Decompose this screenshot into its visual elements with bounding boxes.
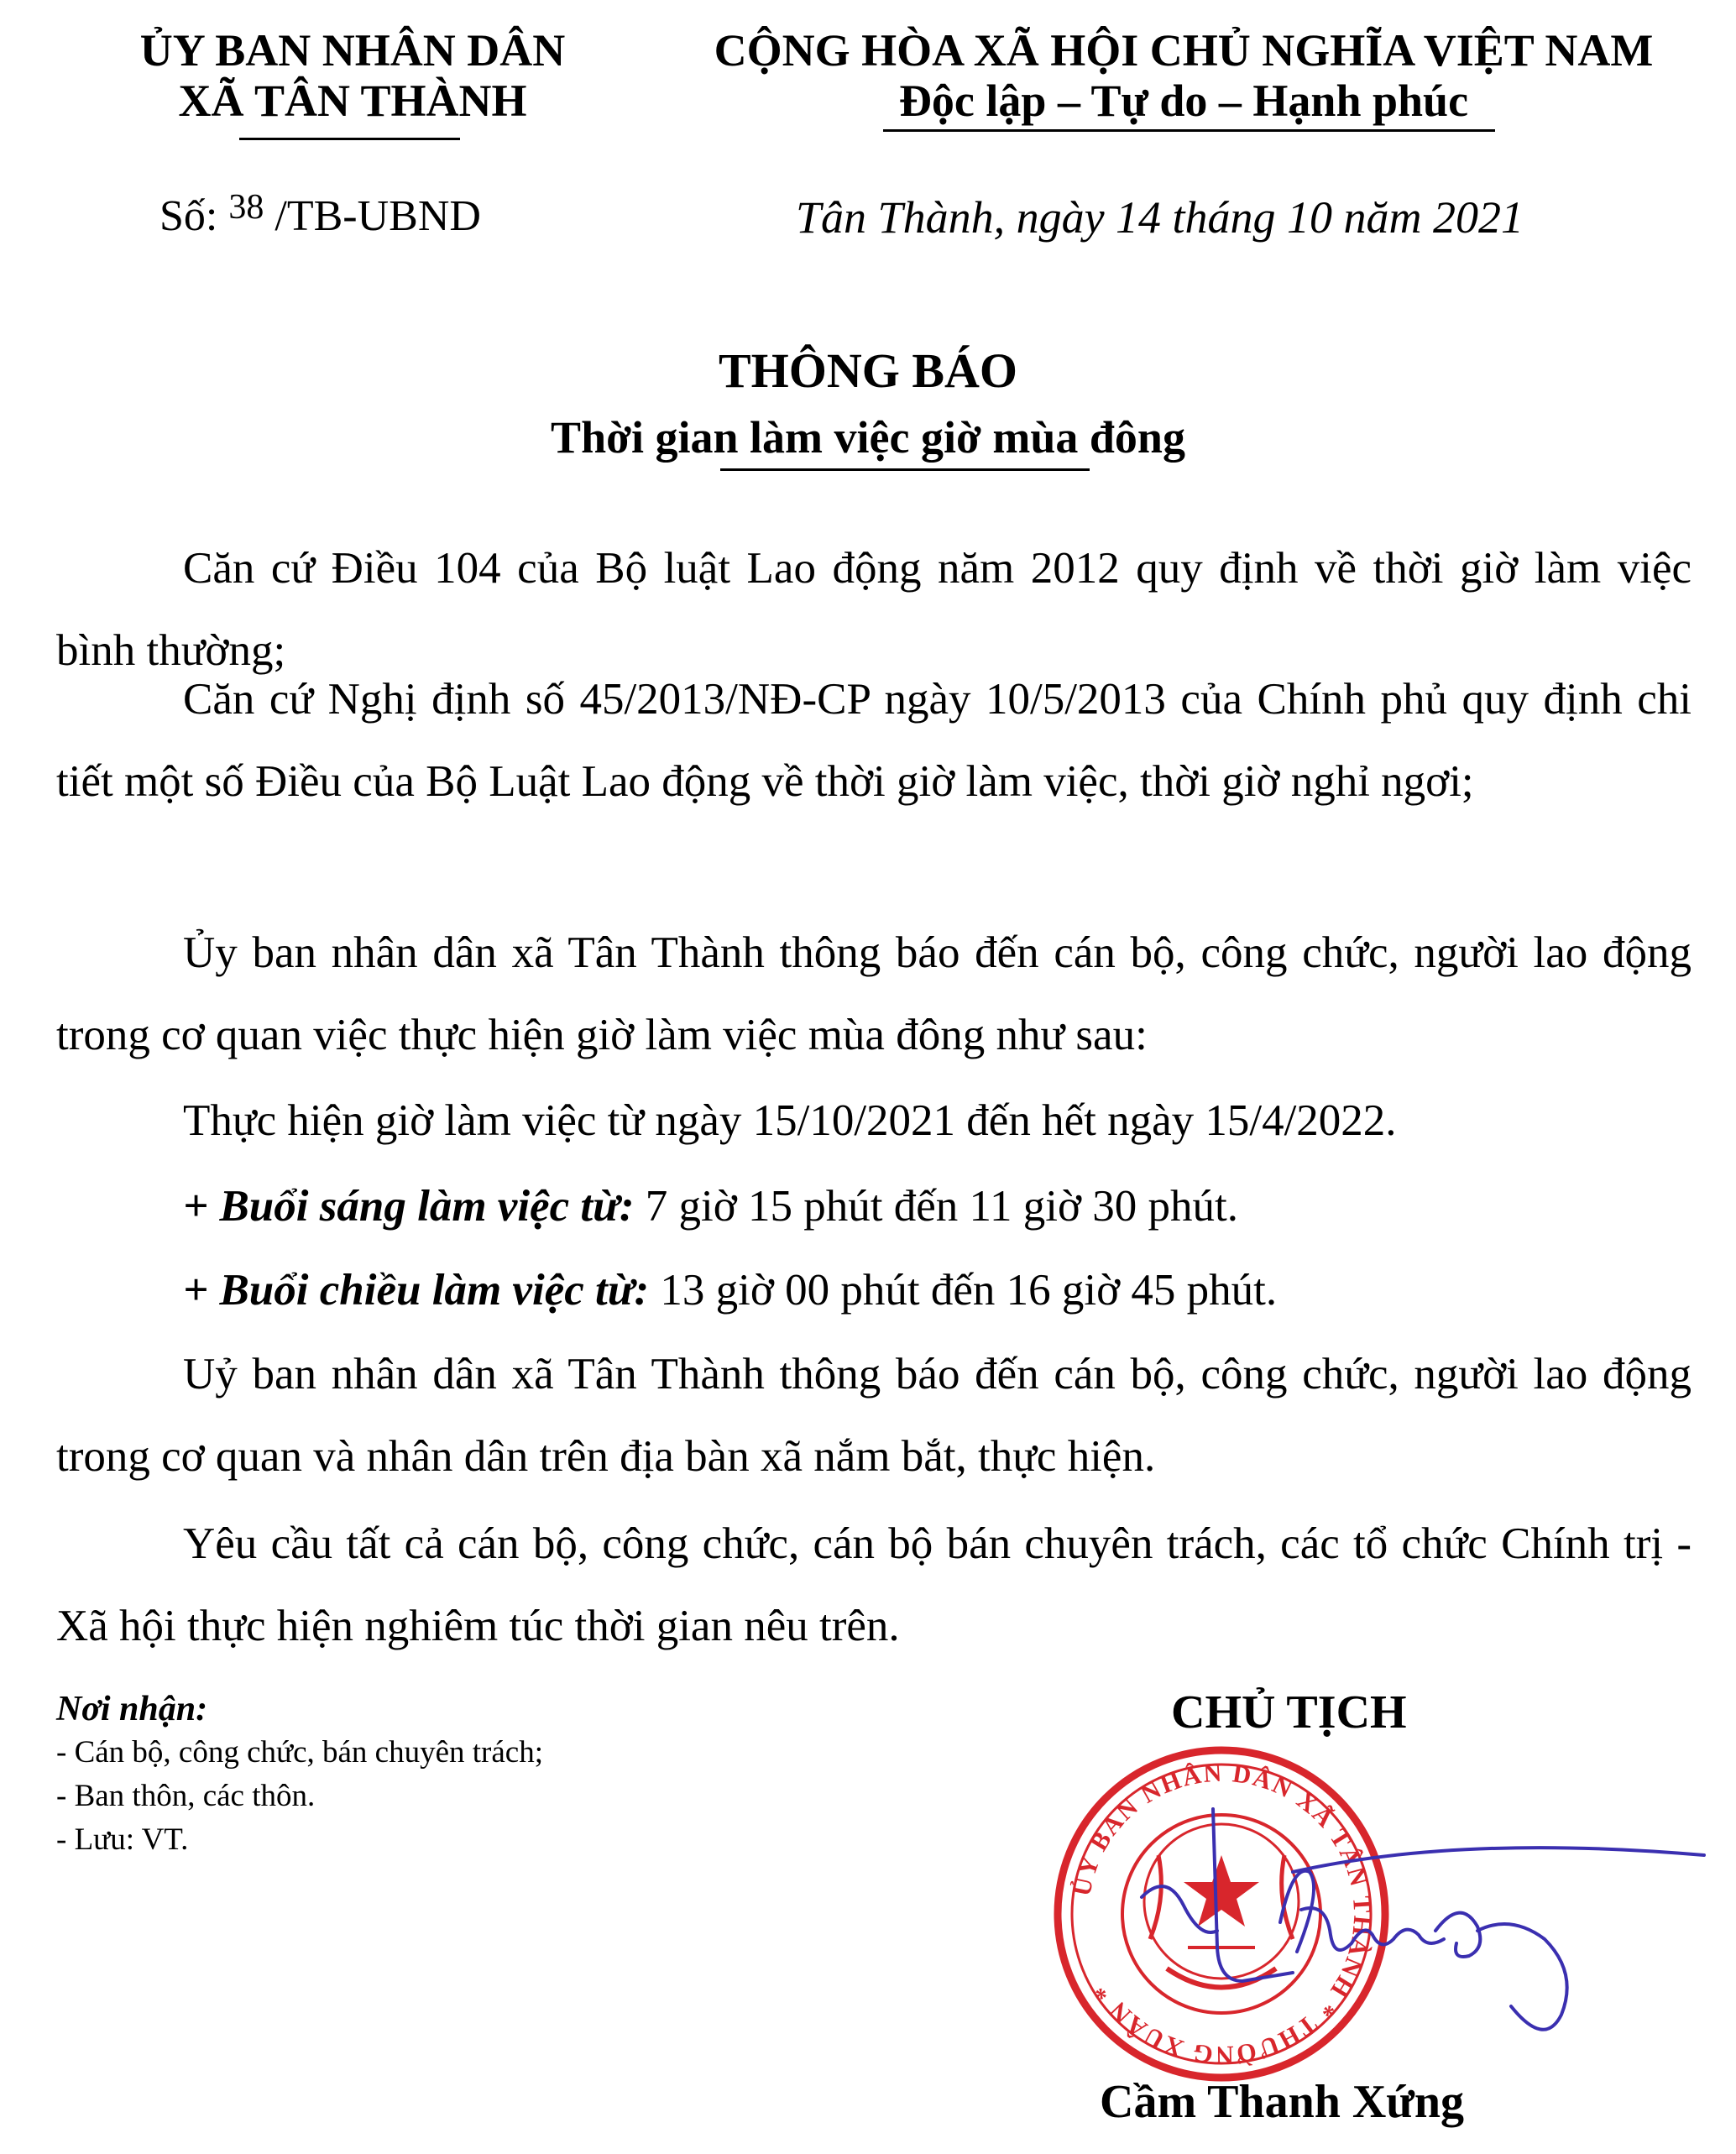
place-date: Tân Thành, ngày 14 tháng 10 năm 2021: [796, 192, 1524, 243]
paragraph-request: Yêu cầu tất cả cán bộ, công chức, cán bộ bán chuyên trách, các tổ chức Chính trị - Xã hội thực hiện nghiêm túc thời gian nêu trên.: [56, 1519, 1692, 1650]
number-prefix: Số:: [159, 192, 218, 240]
morning-hours: 7 giờ 15 phút đến 11 giờ 30 phút.: [634, 1182, 1238, 1231]
issuer-line2: XÃ TÂN THÀNH: [178, 76, 527, 126]
svg-text:ỦY BAN NHÂN DÂN XÃ TÂN THÀNH *: [1068, 1759, 1376, 2069]
country-name: CỘNG HÒA XÃ HỘI CHỦ NGHĨA VIỆT NAM: [714, 25, 1654, 76]
issuer-block: [92, 25, 613, 126]
seal-star-icon: [1184, 1855, 1259, 1927]
paragraph-period: Thực hiện giờ làm việc từ ngày 15/10/2021 đến hết ngày 15/4/2022.: [183, 1096, 1397, 1145]
recipient-item: - Lưu: VT.: [56, 1822, 189, 1857]
document-title: THÔNG BÁO: [718, 343, 1018, 398]
paragraph-notice: Uỷ ban nhân dân xã Tân Thành thông báo đến cán bộ, công chức, người lao động trong cơ quan và nhân dân trên địa bàn xã nắm bắt, thực hiện.: [56, 1350, 1692, 1481]
motto: Độc lập – Tự do – Hạnh phúc: [898, 76, 1469, 126]
morning-label: + Buổi sáng làm việc từ:: [183, 1182, 635, 1231]
paragraph-announcement: Ủy ban nhân dân xã Tân Thành thông báo đến cán bộ, công chức, người lao động trong cơ quan việc thực hiện giờ làm việc mùa đông như sau:: [56, 928, 1692, 1059]
official-seal: [1041, 1729, 1729, 2082]
issuer-line1: ỦY BAN NHÂN DÂN: [139, 25, 566, 76]
recipient-item: - Cán bộ, công chức, bán chuyên trách;: [56, 1735, 543, 1770]
number-value: 38: [228, 188, 264, 227]
seal-text: ỦY BAN NHÂN DÂN XÃ TÂN THÀNH * THƯỜNG XUÂN *: [1068, 1759, 1377, 2069]
recipient-item: - Ban thôn, các thôn.: [56, 1779, 316, 1813]
handwritten-signature: [1142, 1809, 1704, 2030]
seal-emblem: [1058, 1750, 1385, 2078]
recipients-block: [56, 1687, 543, 1862]
document-subtitle: Thời gian làm việc giờ mùa đông: [551, 412, 1185, 463]
afternoon-schedule: [183, 1249, 1277, 1331]
document-number: [159, 188, 481, 241]
recipients-title: Nơi nhận:: [56, 1690, 208, 1728]
paragraph-legal-basis-1: Căn cứ Điều 104 của Bộ luật Lao động năm 2012 quy định về thời giờ làm việc bình thường;: [56, 544, 1692, 675]
afternoon-hours: 13 giờ 00 phút đến 16 giờ 45 phút.: [649, 1266, 1278, 1315]
motto-underline: [883, 129, 1495, 132]
signer-position: CHỦ TỊCH: [1171, 1686, 1407, 1738]
national-motto-block: [688, 25, 1679, 126]
signer-name: Cầm Thanh Xứng: [1100, 2076, 1465, 2128]
afternoon-label: + Buổi chiều làm việc từ:: [183, 1266, 650, 1315]
subtitle-underline: [720, 468, 1090, 471]
morning-schedule: [183, 1165, 1238, 1247]
paragraph-legal-basis-2: Căn cứ Nghị định số 45/2013/NĐ-CP ngày 10/5/2013 của Chính phủ quy định chi tiết một số Điều của Bộ Luật Lao động về thời giờ làm việc, thời giờ nghỉ ngơi;: [56, 675, 1692, 806]
number-suffix: /TB-UBND: [275, 192, 481, 240]
issuer-underline: [239, 138, 460, 140]
